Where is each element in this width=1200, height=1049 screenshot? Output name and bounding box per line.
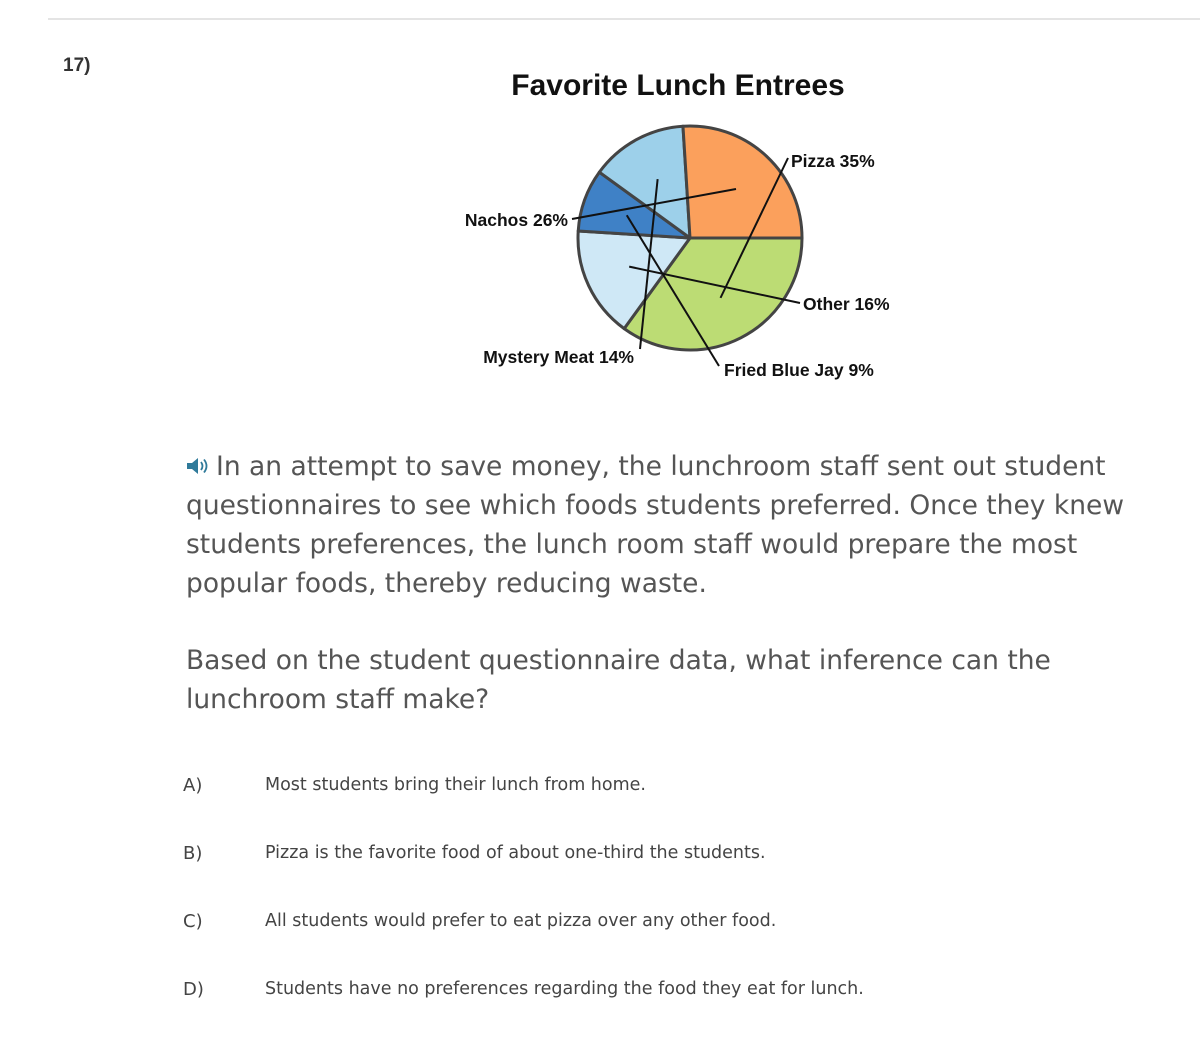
choice-d[interactable]	[183, 972, 1083, 1006]
choice-text: Pizza is the favorite food of about one-third the students.	[265, 843, 766, 863]
stem-text: In an attempt to save money, the lunchroom staff sent out student questionnaires to see which foods students preferred. Once they knew students preferences, the lunch room staff would prepare the most popular foods, thereby reducing waste.	[186, 451, 1125, 599]
speaker-icon[interactable]	[186, 447, 212, 486]
answer-choices	[183, 768, 1083, 1040]
choice-letter: D)	[183, 978, 204, 1000]
choice-letter: A)	[183, 774, 203, 796]
slice-label: Fried Blue Jay 9%	[724, 360, 874, 380]
choice-letter: C)	[183, 910, 203, 932]
question-number: 17)	[63, 55, 91, 76]
slice-label: Pizza 35%	[791, 151, 875, 171]
slice-label: Mystery Meat 14%	[483, 347, 634, 367]
slice-label: Other 16%	[803, 294, 890, 314]
choice-text: Most students bring their lunch from home.	[265, 775, 646, 795]
choice-text: Students have no preferences regarding the food they eat for lunch.	[265, 979, 864, 999]
choice-letter: B)	[183, 842, 203, 864]
slice-label: Nachos 26%	[464, 210, 568, 230]
choice-text: All students would prefer to eat pizza over any other food.	[265, 911, 777, 931]
choice-c[interactable]	[183, 904, 1083, 938]
question-prompt: Based on the student questionnaire data, what inference can the lunchroom staff make?	[186, 645, 1051, 715]
question-stem	[186, 447, 1176, 719]
top-divider	[48, 18, 1200, 20]
choice-b[interactable]	[183, 836, 1083, 870]
pie-slice-nachos	[683, 126, 802, 238]
stem-paragraph	[186, 447, 1176, 603]
pie-chart	[400, 55, 960, 400]
pie-slices	[578, 126, 802, 350]
chart-title: Favorite Lunch Entrees	[511, 69, 845, 102]
choice-a[interactable]	[183, 768, 1083, 802]
